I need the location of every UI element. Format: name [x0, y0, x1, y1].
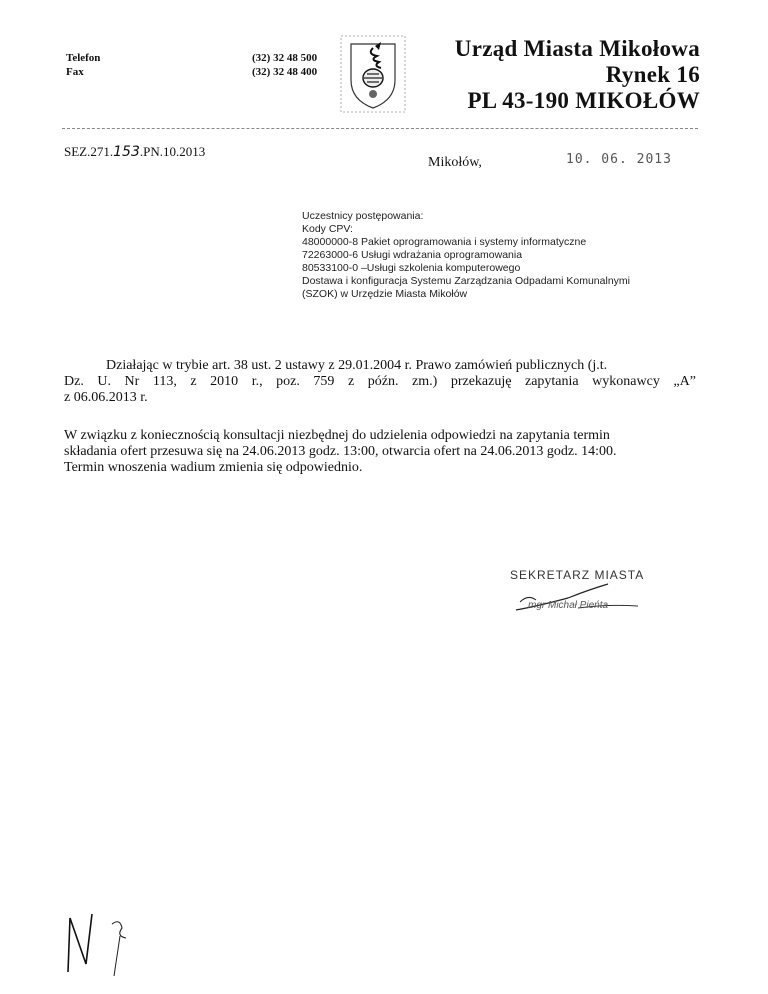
paragraph-line: W związku z koniecznością konsultacji niezbędnej do udzielenia odpowiedzi na zapytania termin — [64, 428, 610, 443]
recipients-line: 48000000-8 Pakiet oprogramowania i systemy informatyczne — [302, 236, 587, 248]
header-divider — [62, 128, 698, 129]
paragraph-word: Nr — [124, 374, 140, 389]
coat-of-arms-emblem — [337, 34, 409, 116]
paragraph-word: z — [190, 374, 197, 389]
fax-value: (32) 32 48 400 — [252, 66, 318, 78]
signature-stamp-title: SEKRETARZ MIASTA — [510, 568, 645, 582]
paragraph-word: poz. — [276, 374, 300, 389]
paragraph-word: U. — [97, 374, 111, 389]
date-stamp: 10. 06. 2013 — [566, 152, 672, 167]
org-postal-city: PL 43-190 MIKOŁÓW — [467, 88, 700, 113]
org-street: Rynek 16 — [605, 62, 700, 87]
paragraph-word: 759 — [313, 374, 335, 389]
recipients-line: Uczestnicy postępowania: — [302, 210, 424, 222]
fax-label: Fax — [66, 66, 84, 78]
paragraph-word: z — [347, 374, 355, 389]
reference-suffix: .PN.10.2013 — [139, 144, 206, 159]
org-name: Urząd Miasta Mikołowa — [454, 36, 700, 61]
handwritten-initials — [60, 902, 140, 978]
paragraph-line-justified — [64, 374, 696, 390]
recipients-block — [302, 210, 630, 301]
paragraph-word: wykonawcy — [592, 374, 660, 389]
reference-number — [64, 144, 205, 160]
body-paragraph-2 — [64, 428, 704, 476]
paragraph-line: z 06.06.2013 r. — [64, 390, 148, 405]
reference-prefix: SEZ.271. — [64, 144, 114, 159]
signature-stamp-name: mgr Michał Pieńta — [528, 600, 609, 611]
paragraph-word: zapytania — [524, 374, 579, 389]
paragraph-word: 2010 — [210, 374, 239, 389]
place: Mikołów, — [428, 155, 482, 170]
paragraph-line: Termin wnoszenia wadium zmienia się odpowiednio. — [64, 460, 363, 475]
paragraph-word: późn. — [367, 374, 399, 389]
paragraph-line: Działając w trybie art. 38 ust. 2 ustawy z 29.01.2004 r. Prawo zamówień publicznych (j.t. — [106, 358, 608, 373]
recipients-line: (SZOK) w Urzędzie Miasta Mikołów — [302, 288, 468, 300]
paragraph-word: 113, — [152, 374, 177, 389]
reference-handwritten-number: 153 — [113, 144, 140, 160]
recipients-line: 80533100-0 –Usługi szkolenia komputerowego — [302, 262, 521, 274]
paragraph-line: składania ofert przesuwa się na 24.06.2013 godz. 13:00, otwarcia ofert na 24.06.2013 godz. 14:00. — [64, 444, 617, 459]
paragraph-word: Dz. — [64, 374, 84, 389]
phone-label: Telefon — [66, 52, 101, 64]
recipients-line: Dostawa i konfiguracja Systemu Zarządzania Odpadami Komunalnymi — [302, 275, 630, 287]
phone-value: (32) 32 48 500 — [252, 52, 318, 64]
recipients-line: 72263000-6 Usługi wdrażania oprogramowania — [302, 249, 523, 261]
body-paragraph-1 — [64, 358, 696, 406]
paragraph-word: „A” — [673, 374, 696, 389]
recipients-line: Kody CPV: — [302, 223, 353, 235]
paragraph-word: r., — [251, 374, 263, 389]
paragraph-word: zm.) — [412, 374, 438, 389]
paragraph-word: przekazuję — [450, 374, 512, 389]
